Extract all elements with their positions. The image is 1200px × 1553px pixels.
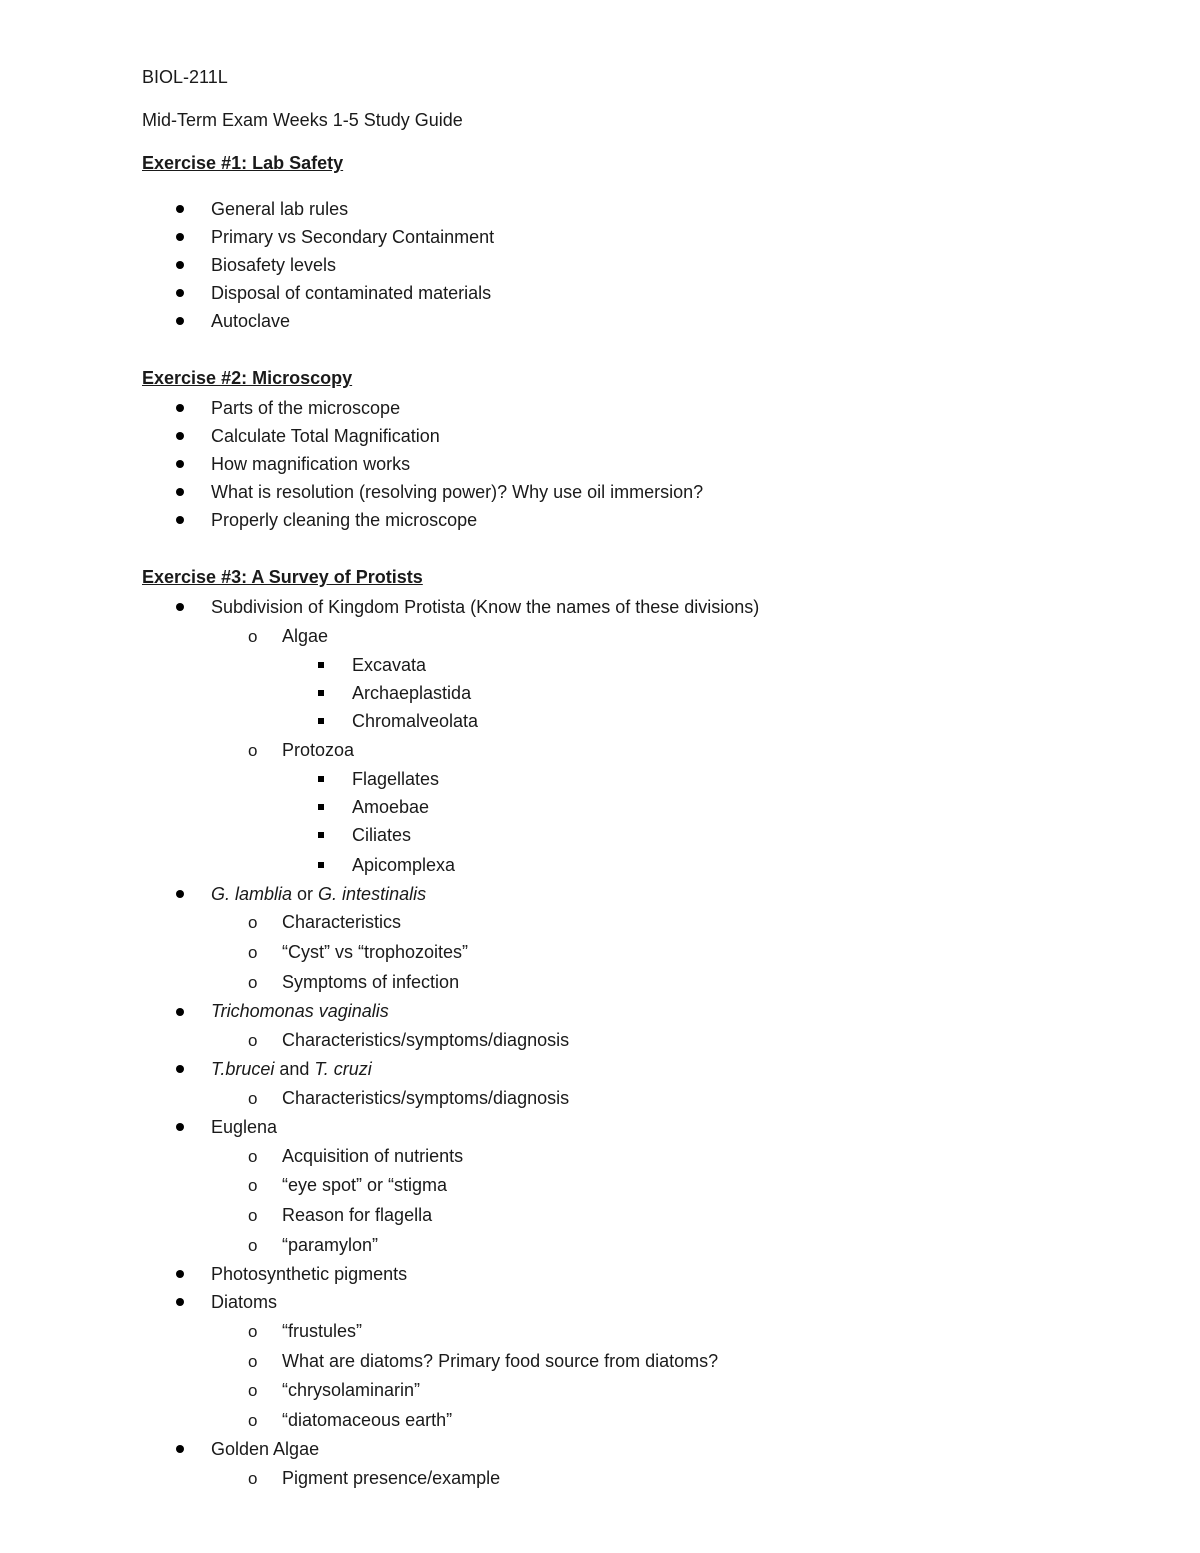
circle-bullet-icon: o — [248, 627, 258, 646]
bullet-icon — [176, 1065, 184, 1073]
circle-bullet-icon: o — [248, 1352, 258, 1371]
exercise-3-heading: Exercise #3: A Survey of Protists — [142, 567, 423, 587]
bullet-icon — [176, 1445, 184, 1453]
list-item: Primary vs Secondary Containment — [211, 227, 495, 247]
list-item: “chrysolaminarin” — [282, 1380, 421, 1400]
list-item: Ciliates — [352, 825, 412, 845]
bullet-icon — [176, 890, 184, 898]
list-item: Calculate Total Magnification — [211, 426, 440, 446]
list-item: Properly cleaning the microscope — [211, 510, 478, 530]
course-code: BIOL-211L — [142, 67, 228, 87]
bullet-icon — [176, 317, 184, 325]
list-item: What are diatoms? Primary food source from diatoms? — [282, 1351, 719, 1371]
square-bullet-icon — [318, 718, 324, 724]
list-item: Disposal of contaminated materials — [211, 283, 492, 303]
list-item: Acquisition of nutrients — [282, 1146, 464, 1166]
species-name: G. lamblia — [211, 884, 293, 904]
bullet-icon — [176, 404, 184, 412]
bullet-icon — [176, 233, 184, 241]
bullet-icon — [176, 1123, 184, 1131]
list-item: “frustules” — [282, 1321, 363, 1341]
list-item: Trichomonas vaginalis — [211, 1001, 389, 1021]
connector-text: and — [274, 1059, 315, 1079]
circle-bullet-icon: o — [248, 1469, 258, 1488]
document-title: Mid-Term Exam Weeks 1-5 Study Guide — [142, 110, 463, 130]
bullet-icon — [176, 1008, 184, 1016]
list-item: Subdivision of Kingdom Protista (Know the names of these divisions) — [211, 597, 760, 617]
list-item: Characteristics/symptoms/diagnosis — [282, 1030, 570, 1050]
circle-bullet-icon: o — [248, 1411, 258, 1430]
circle-bullet-icon: o — [248, 973, 258, 992]
list-item: Biosafety levels — [211, 255, 337, 275]
list-item: Archaeplastida — [352, 683, 472, 703]
circle-bullet-icon: o — [248, 943, 258, 962]
list-item: Excavata — [352, 655, 427, 675]
bullet-icon — [176, 289, 184, 297]
list-item-giardia — [211, 883, 426, 905]
bullet-icon — [176, 432, 184, 440]
list-item: Diatoms — [211, 1292, 278, 1312]
exercise-2-heading: Exercise #2: Microscopy — [142, 368, 353, 388]
bullet-icon — [176, 205, 184, 213]
list-item: Characteristics — [282, 912, 402, 932]
list-item: Pigment presence/example — [282, 1468, 501, 1488]
circle-bullet-icon: o — [248, 1147, 258, 1166]
list-item: What is resolution (resolving power)? Why use oil immersion? — [211, 482, 704, 502]
bullet-icon — [176, 488, 184, 496]
bullet-icon — [176, 603, 184, 611]
bullet-icon — [176, 460, 184, 468]
species-name: G. intestinalis — [318, 884, 427, 904]
list-item: “paramylon” — [282, 1235, 379, 1255]
circle-bullet-icon: o — [248, 741, 258, 760]
species-name: T. cruzi — [314, 1059, 372, 1079]
circle-bullet-icon: o — [248, 1322, 258, 1341]
list-item: Autoclave — [211, 311, 291, 331]
list-item: “Cyst” vs “trophozoites” — [282, 942, 469, 962]
list-item: How magnification works — [211, 454, 411, 474]
circle-bullet-icon: o — [248, 913, 258, 932]
list-item: Euglena — [211, 1117, 278, 1137]
list-item: Protozoa — [282, 740, 355, 760]
list-item: Golden Algae — [211, 1439, 320, 1459]
list-item: Apicomplexa — [352, 855, 456, 875]
bullet-icon — [176, 261, 184, 269]
bullet-icon — [176, 516, 184, 524]
square-bullet-icon — [318, 662, 324, 668]
bullet-icon — [176, 1270, 184, 1278]
square-bullet-icon — [318, 776, 324, 782]
bullet-icon — [176, 1298, 184, 1306]
list-item: Characteristics/symptoms/diagnosis — [282, 1088, 570, 1108]
list-item: Parts of the microscope — [211, 398, 401, 418]
list-item: Chromalveolata — [352, 711, 479, 731]
square-bullet-icon — [318, 804, 324, 810]
circle-bullet-icon: o — [248, 1089, 258, 1108]
circle-bullet-icon: o — [248, 1236, 258, 1255]
circle-bullet-icon: o — [248, 1176, 258, 1195]
list-item: Symptoms of infection — [282, 972, 460, 992]
list-item: Reason for flagella — [282, 1205, 433, 1225]
square-bullet-icon — [318, 690, 324, 696]
circle-bullet-icon: o — [248, 1031, 258, 1050]
list-item: Amoebae — [352, 797, 430, 817]
list-item: Algae — [282, 626, 329, 646]
square-bullet-icon — [318, 862, 324, 868]
species-name: T.brucei — [211, 1059, 275, 1079]
connector-text: or — [292, 884, 319, 904]
list-item: “eye spot” or “stigma — [282, 1175, 448, 1195]
list-item-trypanosoma — [211, 1058, 372, 1080]
square-bullet-icon — [318, 832, 324, 838]
list-item: Photosynthetic pigments — [211, 1264, 408, 1284]
list-item: General lab rules — [211, 199, 349, 219]
circle-bullet-icon: o — [248, 1206, 258, 1225]
list-item: “diatomaceous earth” — [282, 1410, 453, 1430]
exercise-1-heading: Exercise #1: Lab Safety — [142, 153, 344, 173]
list-item: Flagellates — [352, 769, 440, 789]
circle-bullet-icon: o — [248, 1381, 258, 1400]
